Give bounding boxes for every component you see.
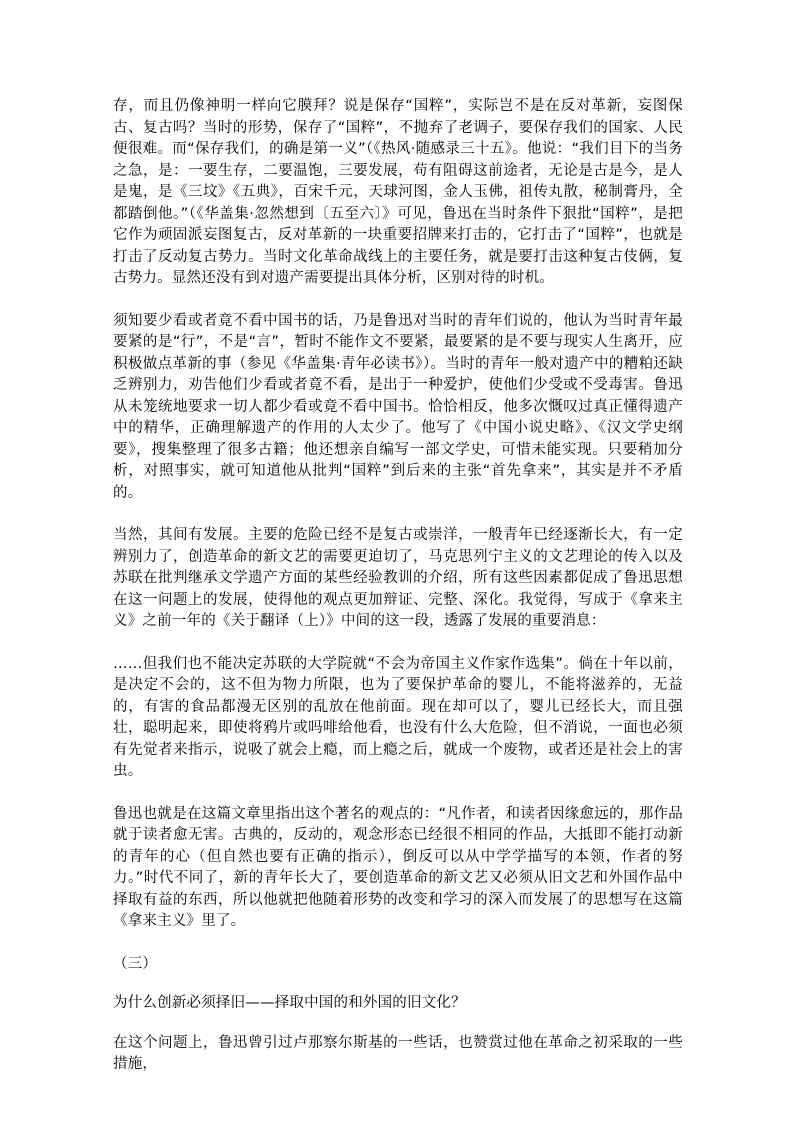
section-heading: （三） <box>113 955 158 972</box>
paragraph-4-quote: ……但我们也不能决定苏联的大学院就“不会为帝国主义作家作选集”。倘在十年以前，是决定不会的，这不但为物力所限，也为了要保护革命的婴儿，不能将滋养的，无益的，有害的食品都漫无区别的乱放在他前面。现在却可以了，婴儿已经长大，而且强壮，聪明起来，即使将鸦片或吗啡给他看，也没有什么大危险，但不消说，一面也必须有先觉者来指示，说吸了就会上瘾，而上瘾之后，就成一个废物，或者还是社会上的害虫。 <box>113 655 683 779</box>
paragraph-3: 当然，其间有发展。主要的危险已经不是复古或崇洋，一般青年已经逐渐长大，有一定辨别力了，创造革命的新文艺的需要更迫切了，马克思列宁主义的文艺理论的传入以及苏联在批判继承文学遗产方面的某些经验教训的介绍，所有这些因素都促成了鲁迅思想在这一问题上的发展，使得他的观点更加辩证、完整、深化。我觉得，写成于《拿来主义》之前一年的《关于翻译（上）》中间的这一段，透露了发展的重要消息： <box>113 527 683 629</box>
section-question: 为什么创新必须择旧——择取中国的和外国的旧文化？ <box>113 995 466 1011</box>
paragraph-1: 存，而且仍像神明一样向它膜拜？说是保存“国粹”，实际岂不是在反对革新，妄图保古、复古吗？当时的形势，保存了“国粹”，不抛弃了老调子，要保存我们的国家、人民便很难。而“保存我们，的确是第一义”（《热风·随感录三十五》。他说：“我们目下的当务之急，是：一要生存，二要温饱，三要发展，苟有阻碍这前途者，无论是古是今，是人是鬼，是《三坟》《五典》，百宋千元，天球河图，金人玉佛，祖传丸散，秘制膏丹，全都踏倒他。”（《华盖集·忽然想到〔五至六〕》可见，鲁迅在当时条件下狠批“国粹”，是把它作为顽固派妄图复古，反对革新的一块重要招牌来打击的，它打击了“国粹”，也就是打击了反动复古势力。当时文化革命战线上的主要任务，就是要打击这种复古伎俩，复古势力。显然还没有到对遗产需要提出具体分析，区别对待的时机。 <box>113 98 683 286</box>
document-body <box>113 96 683 1097</box>
paragraph-6: 在这个问题上，鲁迅曾引过卢那察尔斯基的一些话，也赞赏过他在革命之初采取的一些措施， <box>113 1034 683 1072</box>
paragraph-2: 须知要少看或者竟不看中国书的话，乃是鲁迅对当时的青年们说的，他认为当时青年最要紧的是“行”，不是“言”，暂时不能作文不要紧，最要紧的是不要与现实人生离开，应积极做点革新的事（参见《华盖集·青年必读书》）。当时的青年一般对遗产中的糟粕还缺乏辨别力，劝告他们少看或者竟不看，是出于一种爱护，使他们少受或不受毒害。鲁迅从未笼统地要求一切人都少看或竟不看中国书。恰恰相反，他多次慨叹过真正懂得遗产中的精华，正确理解遗产的作用的人太少了。他写了《中国小说史略》、《汉文学史纲要》，搜集整理了很多古籍；他还想亲自编写一部文学史，可惜未能实现。只要稍加分析，对照事实，就可知道他从批判“国粹”到后来的主张“首先拿来”，其实是并不矛盾的。 <box>113 312 683 501</box>
paragraph-5: 鲁迅也就是在这篇文章里指出这个著名的观点的：“凡作者，和读者因缘愈远的，那作品就于读者愈无害。古典的，反动的，观念形态已经很不相同的作品，大抵即不能打动新的青年的心（但自然也要有正确的指示），倒反可以从中学学描写的本领，作者的努力。”时代不同了，新的青年长大了，要创造革命的新文艺又必须从旧文艺和外国作品中择取有益的东西，所以他就把他随着形势的改变和学习的深入而发展了的思想写在这篇《拿来主义》里了。 <box>113 805 683 929</box>
